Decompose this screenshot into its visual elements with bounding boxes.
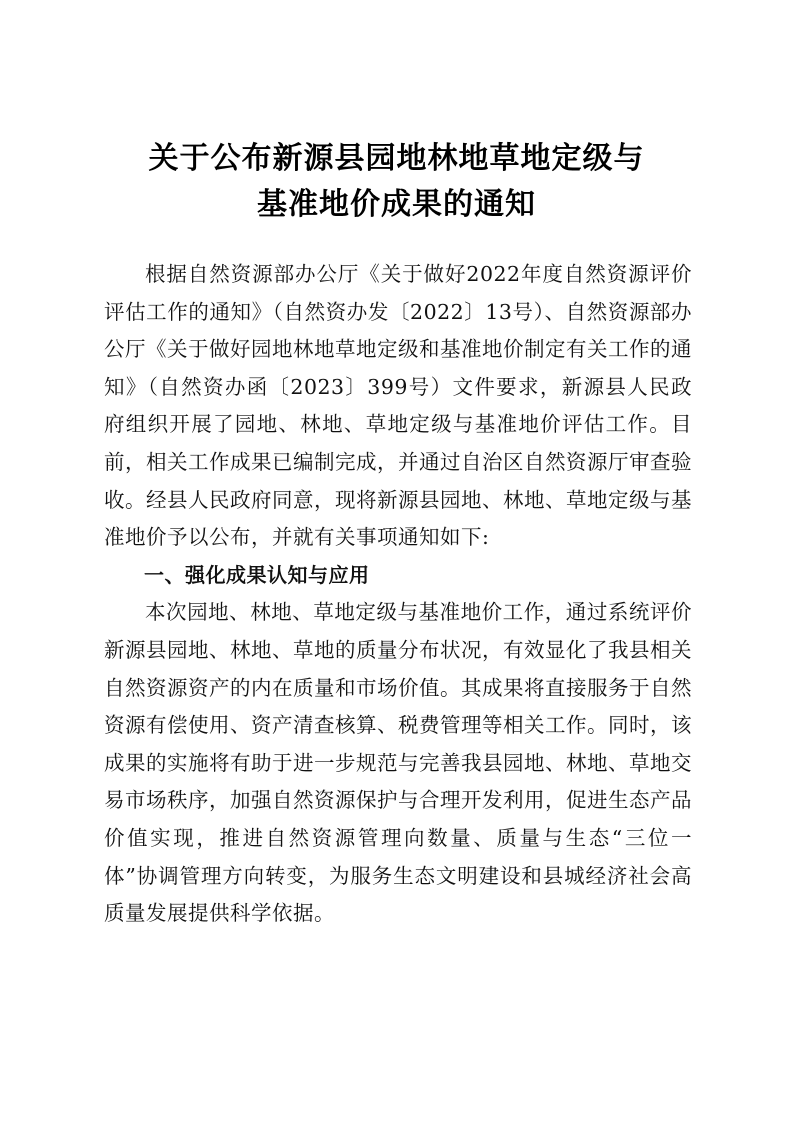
document-body: [104, 256, 692, 933]
document-title-line-2: 基准地价成果的通知: [257, 187, 536, 222]
section-heading: 一、强化成果认知与应用: [144, 562, 370, 587]
section-paragraph: 本次园地、林地、草地定级与基准地价工作，通过系统评价新源县园地、林地、草地的质量分布状况，有效显化了我县相关自然资源资产的内在质量和市场价值。其成果将直接服务于自然资源有偿使用、资产清查核算、税费管理等相关工作。同时，该成果的实施将有助于进一步规范与完善我县园地、林地、草地交易市场秩序，加强自然资源保护与合理开发利用，促进生态产品价值实现，推进自然资源管理向数量、质量与生态“三位一体”协调管理方向转变，为服务生态文明建设和县城经济社会高质量发展提供科学依据。: [104, 600, 692, 926]
document-title-line-1: 关于公布新源县园地林地草地定级与: [148, 141, 645, 176]
intro-paragraph: 根据自然资源部办公厅《关于做好2022年度自然资源评价评估工作的通知》（自然资办发〔2022〕13号）、自然资源部办公厅《关于做好园地林地草地定级和基准地价制定有关工作的通知》（自然资办函〔2023〕399号）文件要求，新源县人民政府组织开展了园地、林地、草地定级与基准地价评估工作。目前，相关工作成果已编制完成，并通过自治区自然资源厅审查验收。经县人民政府同意，现将新源县园地、林地、草地定级与基准地价予以公布，并就有关事项通知如下:: [104, 262, 692, 550]
